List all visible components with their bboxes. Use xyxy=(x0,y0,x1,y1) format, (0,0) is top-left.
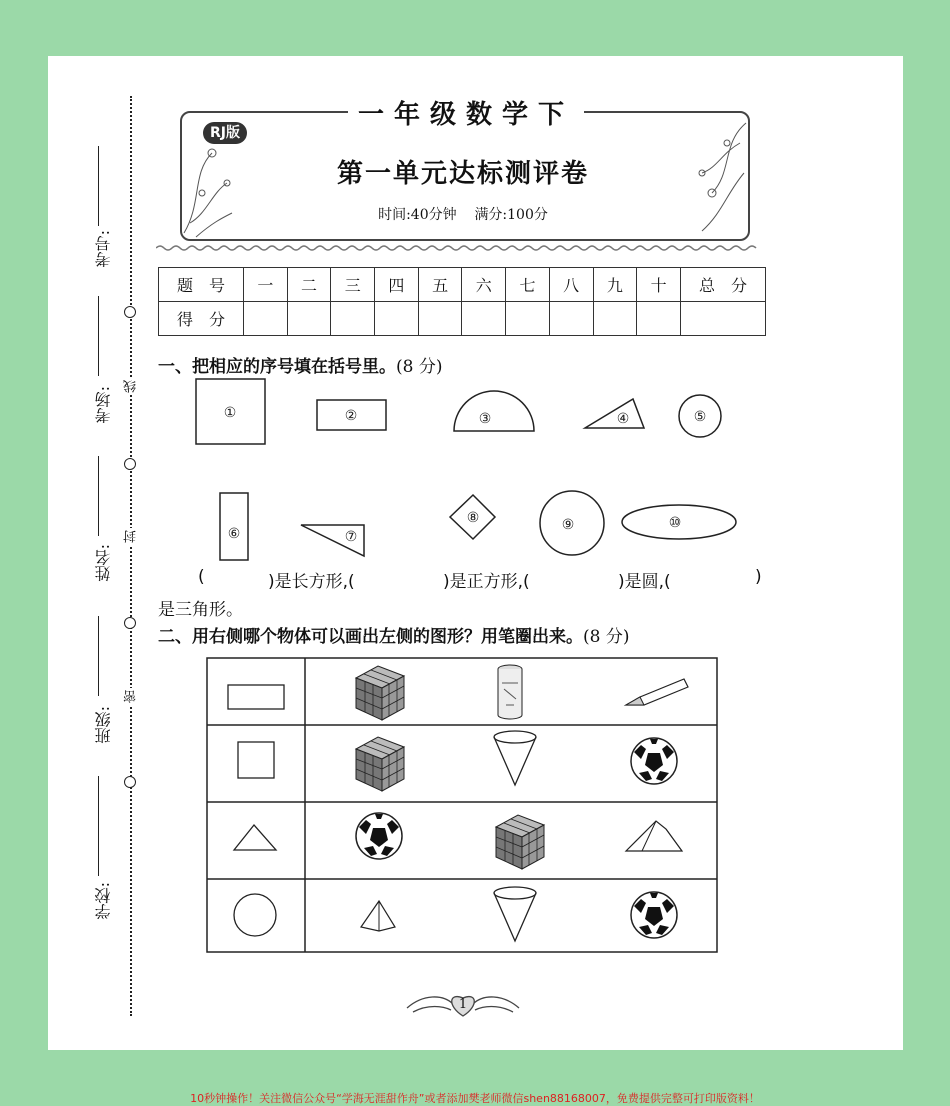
answer-text-square: )是正方形,( xyxy=(443,572,530,592)
pyramid-icon[interactable] xyxy=(361,901,395,931)
score-header-cell: 一 xyxy=(244,268,288,302)
score-header-cell: 三 xyxy=(331,268,375,302)
question-1-points: (8 分) xyxy=(396,357,443,377)
grade-banner-text: 一年级数学下 xyxy=(357,100,574,130)
page-title: 第一单元达标测评卷 xyxy=(336,159,589,189)
edition-badge: RJ版 xyxy=(203,122,247,144)
exam-full-score: 满分:100分 xyxy=(474,207,548,223)
shape-label: ③ xyxy=(478,411,492,427)
footer-note: 10秒钟操作！关注微信公众号“学海无涯甜作舟”或者添加樊老师微信shen88168007，免费提供完整可打印版资料！ xyxy=(190,1092,760,1105)
cone-icon[interactable] xyxy=(494,731,536,785)
target-circle-shape xyxy=(234,894,276,936)
answer-blank-triangle-close: ) xyxy=(755,567,762,587)
shape-label: ④ xyxy=(616,411,630,427)
answer-text-rectangle: )是长方形,( xyxy=(268,572,355,592)
pencil-icon[interactable] xyxy=(626,679,688,705)
score-header-cell: 七 xyxy=(506,268,550,302)
target-rectangle-shape xyxy=(228,685,284,709)
seal-char-mi: 密 xyxy=(124,690,139,703)
seal-char-feng: 封 xyxy=(124,530,139,543)
seal-char-xian: 线 xyxy=(124,380,139,393)
rubiks-cube-icon[interactable] xyxy=(496,815,544,869)
score-header-cell: 五 xyxy=(418,268,462,302)
field-name: 姓名: xyxy=(94,544,113,582)
ring-icon xyxy=(124,776,136,788)
field-exam-number: 考号: xyxy=(94,230,113,268)
score-header-cell: 八 xyxy=(549,268,593,302)
field-line xyxy=(98,776,99,876)
triangular-prism-icon[interactable] xyxy=(626,821,682,851)
question-2-object-table xyxy=(206,657,718,953)
soccer-ball-icon[interactable] xyxy=(631,892,677,938)
score-header-cell: 九 xyxy=(593,268,637,302)
score-header-cell: 六 xyxy=(462,268,506,302)
target-triangle-shape xyxy=(234,825,276,850)
field-exam-room: 考场: xyxy=(94,386,113,424)
score-header-cell: 二 xyxy=(287,268,331,302)
question-1-answer-wrap: 是三角形。 xyxy=(158,600,243,620)
question-1-shapes xyxy=(48,56,903,656)
cylinder-can-icon[interactable] xyxy=(498,665,522,719)
shape-label: ⑦ xyxy=(344,529,358,545)
answer-text-circle: )是圆,( xyxy=(618,572,671,592)
target-square-shape xyxy=(238,742,274,778)
shape-label: ⑧ xyxy=(466,510,480,526)
shape-label: ⑥ xyxy=(227,526,241,542)
question-2-points: (8 分) xyxy=(583,627,630,647)
shape-4-triangle xyxy=(585,399,644,428)
question-2-text: 二、用右侧哪个物体可以画出左侧的图形？用笔圈出来。 xyxy=(158,627,583,647)
shape-label: ① xyxy=(223,405,237,421)
shape-3-semicircle xyxy=(454,391,534,431)
shape-label: ⑩ xyxy=(668,515,682,531)
page-number-ornament xyxy=(403,986,523,1020)
page-number: 1 xyxy=(458,997,468,1012)
soccer-ball-icon[interactable] xyxy=(356,813,402,859)
shape-label: ② xyxy=(344,408,358,424)
score-header-cell: 题 号 xyxy=(159,268,244,302)
question-1-text: 一、把相应的序号填在括号里。 xyxy=(158,357,396,377)
score-header-cell: 四 xyxy=(375,268,419,302)
soccer-ball-icon[interactable] xyxy=(631,738,677,784)
cone-icon[interactable] xyxy=(494,887,536,941)
shape-label: ⑨ xyxy=(561,517,575,533)
question-2-title xyxy=(158,622,629,647)
exam-time: 时间:40分钟 xyxy=(378,207,457,223)
rubiks-cube-icon[interactable] xyxy=(356,737,404,791)
score-header-cell: 总 分 xyxy=(681,268,766,302)
field-class: 班级: xyxy=(94,706,113,744)
field-school: 学校: xyxy=(94,882,113,920)
rubiks-cube-icon[interactable] xyxy=(356,666,404,720)
score-row-label: 得 分 xyxy=(159,302,244,336)
exam-page xyxy=(48,56,903,1050)
shape-label: ⑤ xyxy=(693,409,707,425)
answer-blank-rectangle-open: ( xyxy=(198,567,205,587)
score-header-cell: 十 xyxy=(637,268,681,302)
